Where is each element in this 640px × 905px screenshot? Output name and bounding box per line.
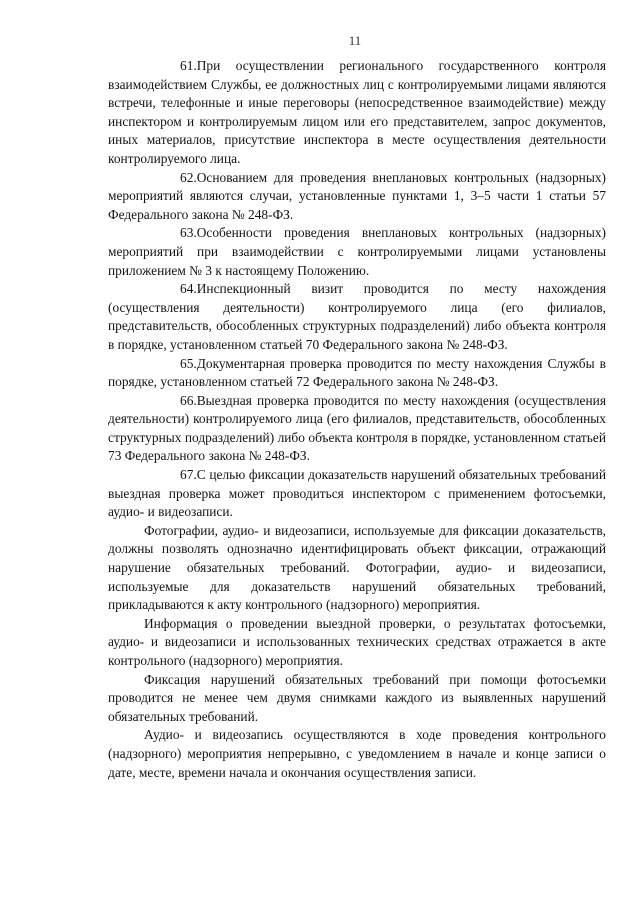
- paragraph-text: Информация о проведении выездной проверки, о результатах фотосъемки, аудио- и видеозаписи и использованных технических средствах отражается в акте контрольного (надзорного) мероприятия.: [108, 615, 606, 668]
- paragraph-64: [108, 280, 606, 354]
- paragraph-number: 66.: [180, 392, 197, 408]
- paragraph-photo-fixation: [108, 671, 606, 727]
- paragraph-number: 64.: [180, 281, 197, 297]
- paragraph-text: Аудио- и видеозапись осуществляются в ходе проведения контрольного (надзорного) мероприятия непрерывно, с уведомлением в начале и конце записи о дате, месте, времени начала и окончания осуществления записи.: [108, 727, 606, 780]
- paragraph-audio-video: [108, 726, 606, 782]
- paragraph-text: Инспекционный визит проводится по месту нахождения (осуществления деятельности) контролируемого лица (его филиалов, представительств, обособленных структурных подразделений) либо объекта контроля в порядке, установленном статьей 70 Федерального закона № 248-ФЗ.: [108, 281, 606, 352]
- paragraph-67: [108, 466, 606, 522]
- paragraph-number: 61.: [180, 58, 197, 73]
- paragraph-65: [108, 355, 606, 392]
- paragraph-number: 67.: [180, 467, 197, 483]
- paragraph-61: [108, 57, 606, 169]
- paragraph-inspection-info: [108, 615, 606, 671]
- paragraph-63: [108, 224, 606, 280]
- paragraph-text: Особенности проведения внеплановых контрольных (надзорных) мероприятий при взаимодействии с контролируемыми лицами установлены приложением № 3 к настоящему Положению.: [108, 225, 606, 278]
- paragraph-text: Фотографии, аудио- и видеозаписи, используемые для фиксации доказательств, должны позволять однозначно идентифицировать объект фиксации, отражающий нарушение обязательных требований. Фотографии, аудио- и видеозаписи, используемые для доказательств нарушений обязательных требований, прикладываются к акту контрольного (надзорного) мероприятия.: [108, 522, 606, 613]
- paragraph-62: [108, 169, 606, 225]
- paragraph-text: Документарная проверка проводится по месту нахождения Службы в порядке, установленном статьей 72 Федерального закона № 248-ФЗ.: [108, 355, 606, 390]
- paragraph-text: С целью фиксации доказательств нарушений обязательных требований выездная проверка может проводиться инспектором с применением фотосъемки, аудио- и видеозаписи.: [108, 467, 606, 520]
- paragraph-number: 65.: [180, 355, 197, 371]
- paragraph-text: Фиксация нарушений обязательных требований при помощи фотосъемки проводится не менее чем двумя снимками каждого из выявленных нарушений обязательных требований.: [108, 671, 606, 724]
- page-number: 11: [348, 33, 362, 48]
- paragraph-text: Основанием для проведения внеплановых контрольных (надзорных) мероприятий являются случаи, установленные пунктами 1, 3–5 части 1 статьи 57 Федерального закона № 248-ФЗ.: [108, 169, 606, 222]
- document-body: [108, 57, 606, 782]
- paragraph-photo-requirements: [108, 522, 606, 615]
- paragraph-number: 63.: [180, 225, 197, 241]
- paragraph-text: При осуществлении регионального государственного контроля взаимодействием Службы, ее должностных лиц с контролируемыми лицами являются встречи, телефонные и иные переговоры (непосредственное взаимодействие) между инспектором и контролируемым лицом или его представителем, запрос документов, иных материалов, присутствие инспектора в месте осуществления деятельности контролируемого лица.: [108, 58, 606, 166]
- paragraph-66: [108, 392, 606, 466]
- paragraph-number: 62.: [180, 169, 197, 185]
- paragraph-text: Выездная проверка проводится по месту нахождения (осуществления деятельности) контролируемого лица (его филиалов, представительств, обособленных структурных подразделений) либо объекта контроля в порядке, установленном статьей 73 Федерального закона № 248-ФЗ.: [108, 392, 606, 464]
